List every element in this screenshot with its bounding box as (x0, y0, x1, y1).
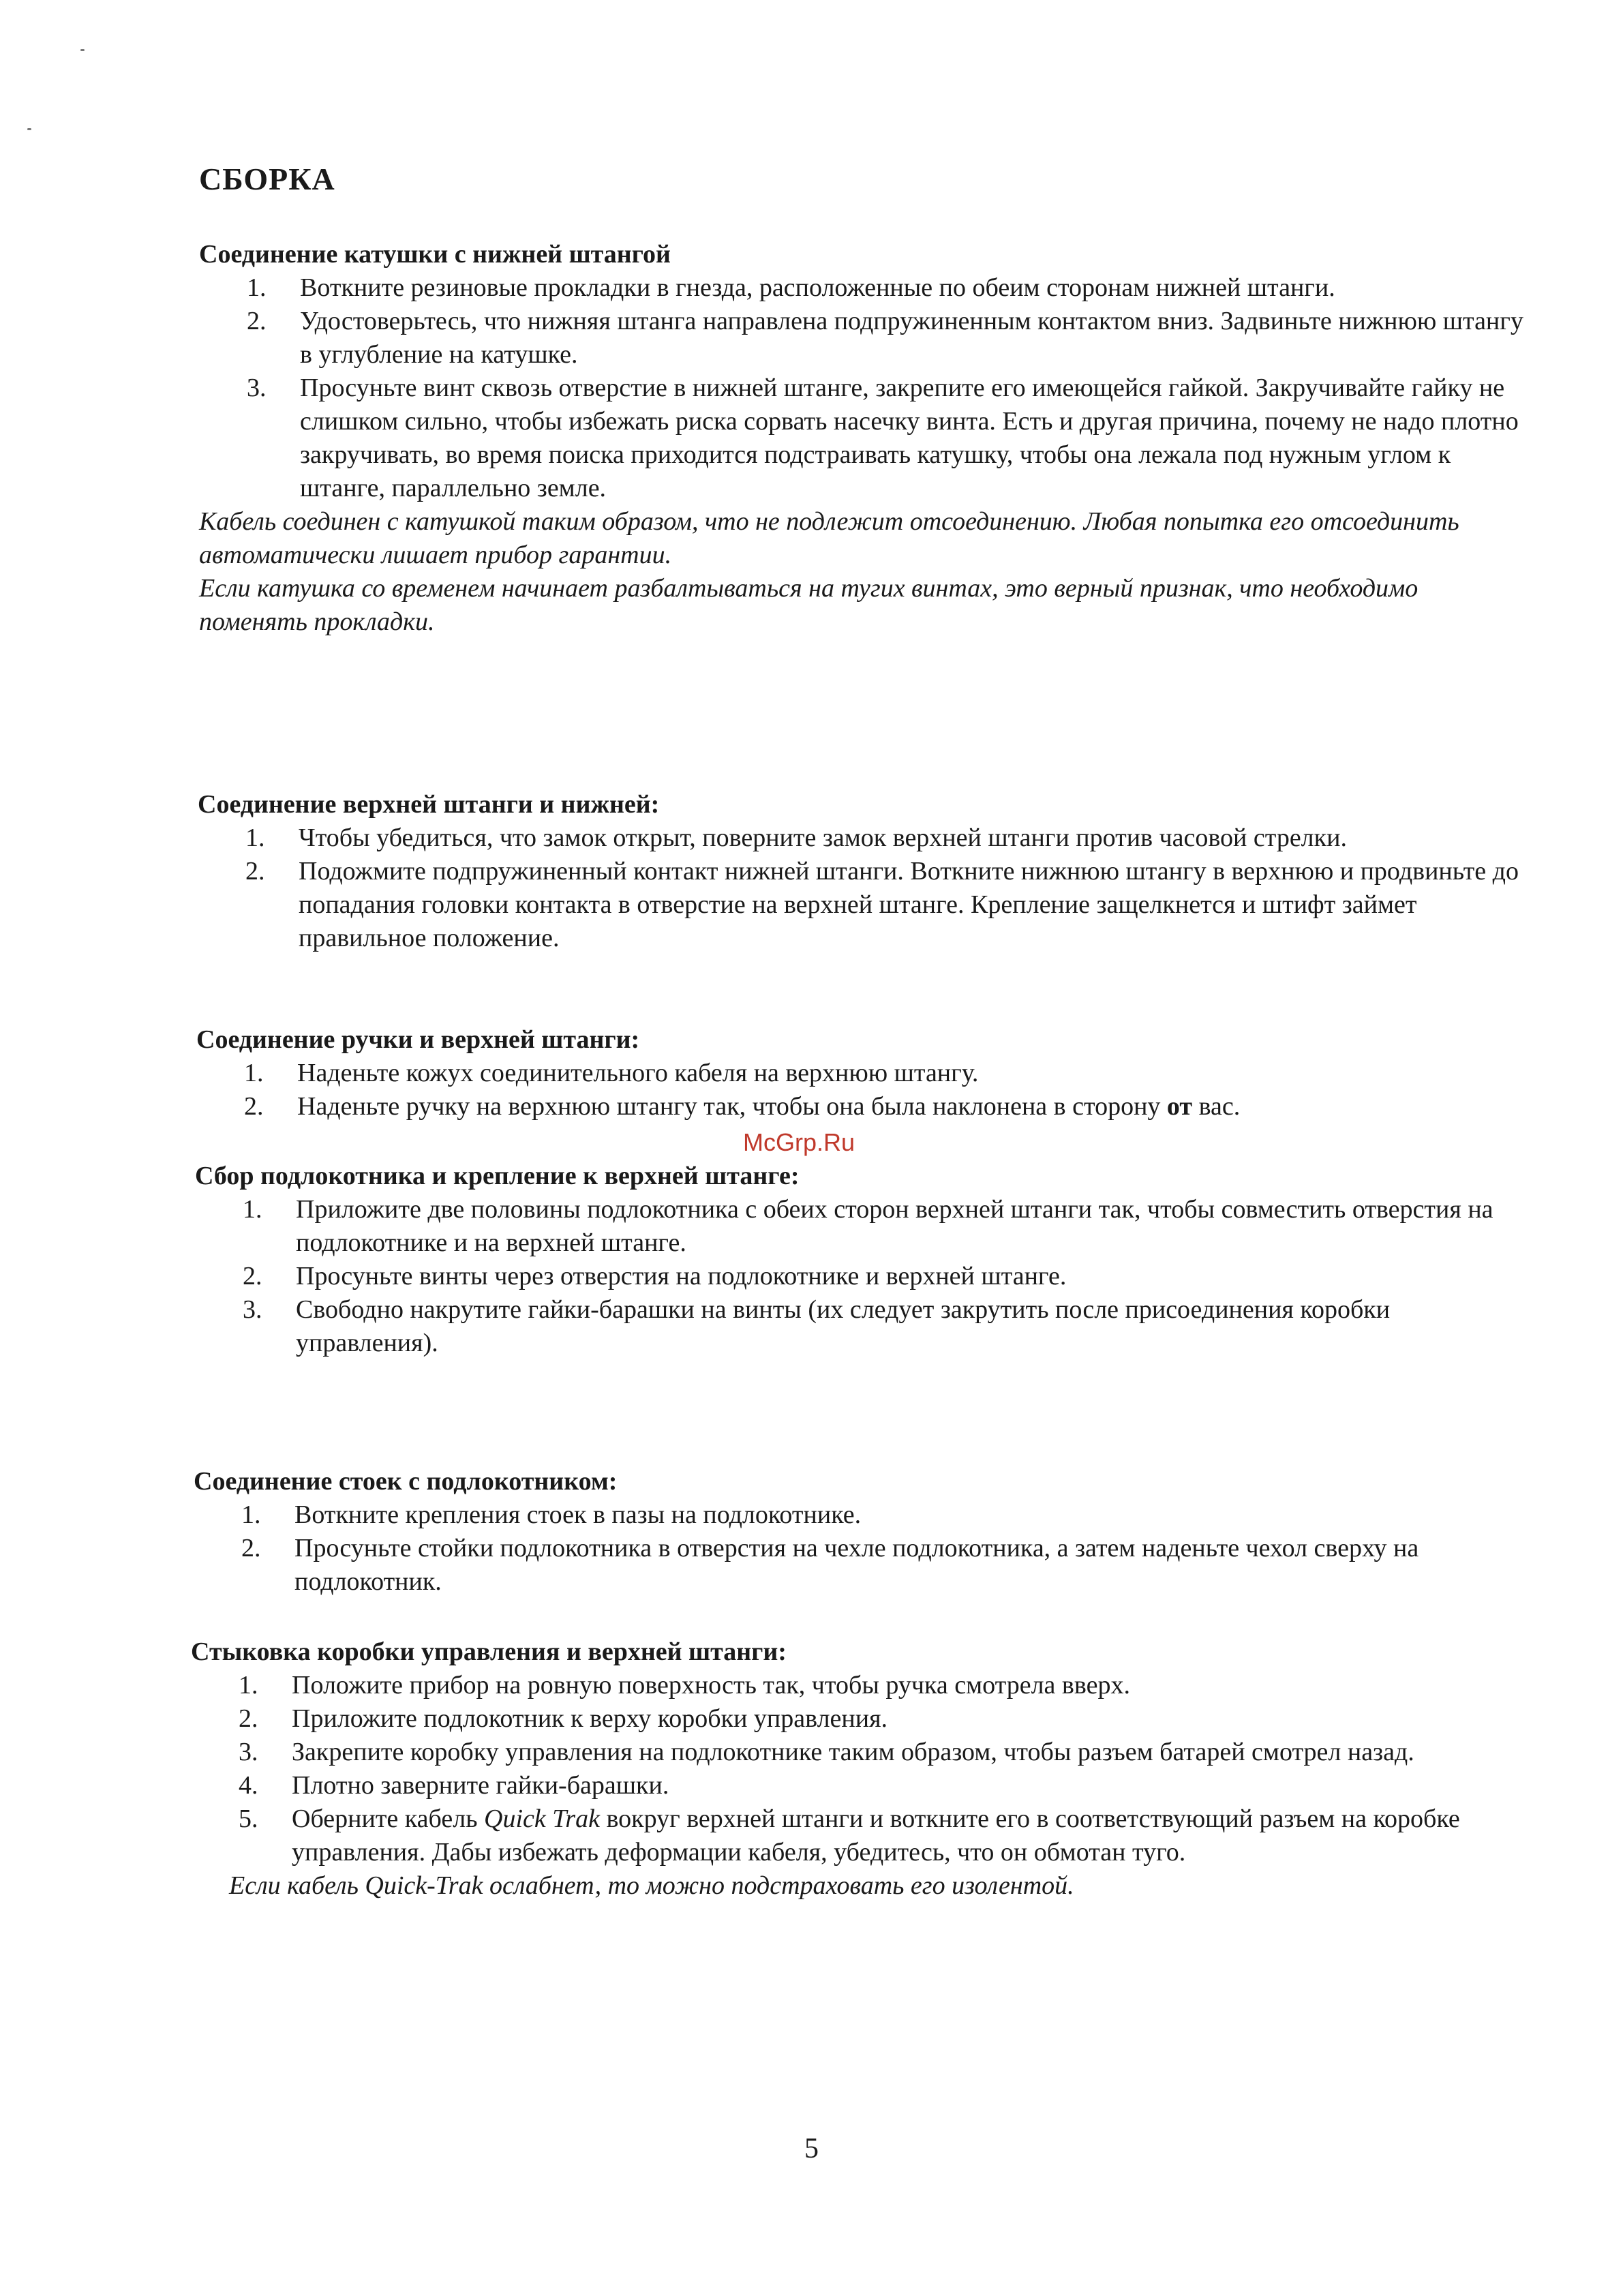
list-item: 3. Просуньте винт сквозь отверстие в нижней штанге, закрепите его имеющейся гайкой. Закручивайте гайку не слишком сильно, чтобы избежать риска сорвать насечку винта. Есть и другая причина, почему не надо плотно закручивать, во время поиска приходится подстраивать катушку, чтобы она лежала под нужным углом к штанге, параллельно земле. (247, 374, 1519, 502)
list-item: 1. Положите прибор на ровную поверхность так, чтобы ручка смотрела вверх. (239, 1671, 1130, 1700)
steps-list (191, 1669, 1520, 1869)
list-item: 2. Просуньте винты через отверстия на подлокотнике и верхней штанге. (243, 1262, 1067, 1290)
section-handle-upper-shaft (196, 1023, 1526, 1123)
section-heading: Соединение стоек с подлокотником: (194, 1467, 618, 1496)
section-coil-lower-shaft (199, 237, 1528, 639)
list-item: 2. Наденьте ручку на верхнюю штангу так, чтобы она была наклонена в сторону от вас. (244, 1092, 1241, 1121)
section-heading: Соединение ручки и верхней штанги: (196, 1025, 640, 1054)
section-armrest-assembly (195, 1159, 1524, 1360)
steps-list (196, 1057, 1526, 1123)
section-heading: Стыковка коробки управления и верхней штанги: (191, 1637, 787, 1666)
list-item: 2. Подожмите подпружиненный контакт нижней штанги. Воткните нижнюю штангу в верхнюю и продвиньте до попадания головки контакта в отверстие на верхней штанге. Крепление защелкнется и штифт займет правильное положение. (245, 857, 1519, 952)
list-item: 3. Закрепите коробку управления на подлокотнике таким образом, чтобы разъем батарей смотрел назад. (239, 1738, 1414, 1766)
note-gaskets: Если катушка со временем начинает разбалтываться на тугих винтах, это верный признак, что необходимо поменять прокладки. (199, 574, 1419, 636)
note-quick-trak: Если кабель Quick-Trak ослабнет, то можно подстраховать его изолентой. (229, 1871, 1074, 1900)
list-item: 1. Чтобы убедиться, что замок открыт, поверните замок верхней штанги против часовой стрелки. (245, 824, 1347, 852)
section-upper-lower-shaft (198, 787, 1527, 955)
list-item: 1. Воткните крепления стоек в пазы на подлокотнике. (241, 1500, 862, 1529)
list-item: 3. Свободно накрутите гайки-барашки на винты (их следует закрутить после присоединения коробки управления). (243, 1295, 1391, 1357)
list-item: 5. Оберните кабель Quick Trak вокруг верхней штанги и воткните его в соответствующий разъем на коробке управления. Дабы избежать деформации кабеля, убедитесь, что он обмотан туго. (239, 1804, 1460, 1867)
page-number: 5 (804, 2133, 819, 2164)
scan-speck (27, 128, 31, 130)
section-control-box (191, 1635, 1520, 1903)
section-heading: Соединение катушки с нижней штангой (199, 240, 671, 269)
note-warranty: Кабель соединен с катушкой таким образом, что не подлежит отсоединению. Любая попытка его отсоединить автоматически лишает прибор гарантии. (199, 507, 1459, 569)
steps-list (194, 1498, 1523, 1599)
list-item: 4. Плотно заверните гайки-барашки. (239, 1771, 669, 1800)
list-item: 2. Удостоверьтесь, что нижняя штанга направлена подпружиненным контактом вниз. Задвиньте нижнюю штангу в углубление на катушке. (247, 307, 1523, 369)
list-item: 2. Просуньте стойки подлокотника в отверстия на чехле подлокотника, а затем наденьте чехол сверху на подлокотник. (241, 1534, 1419, 1596)
list-item: 1. Воткните резиновые прокладки в гнезда, расположенные по обеим сторонам нижней штанги. (247, 273, 1335, 302)
watermark: McGrp.Ru (743, 1128, 855, 1156)
section-stands-armrest (194, 1464, 1523, 1599)
section-heading: Соединение верхней штанги и нижней: (198, 790, 660, 819)
steps-list (195, 1193, 1524, 1360)
list-item: 2. Приложите подлокотник к верху коробки управления. (239, 1704, 888, 1733)
list-item: 1. Приложите две половины подлокотника с обеих сторон верхней штанги так, чтобы совместить отверстия на подлокотнике и на верхней штанге. (243, 1195, 1493, 1257)
scan-speck (80, 49, 85, 51)
page-title: СБОРКА (199, 162, 335, 196)
steps-list (198, 821, 1527, 955)
section-heading: Сбор подлокотника и крепление к верхней штанге: (195, 1162, 800, 1190)
list-item: 1. Наденьте кожух соединительного кабеля на верхнюю штангу. (244, 1059, 979, 1087)
steps-list (199, 271, 1528, 505)
